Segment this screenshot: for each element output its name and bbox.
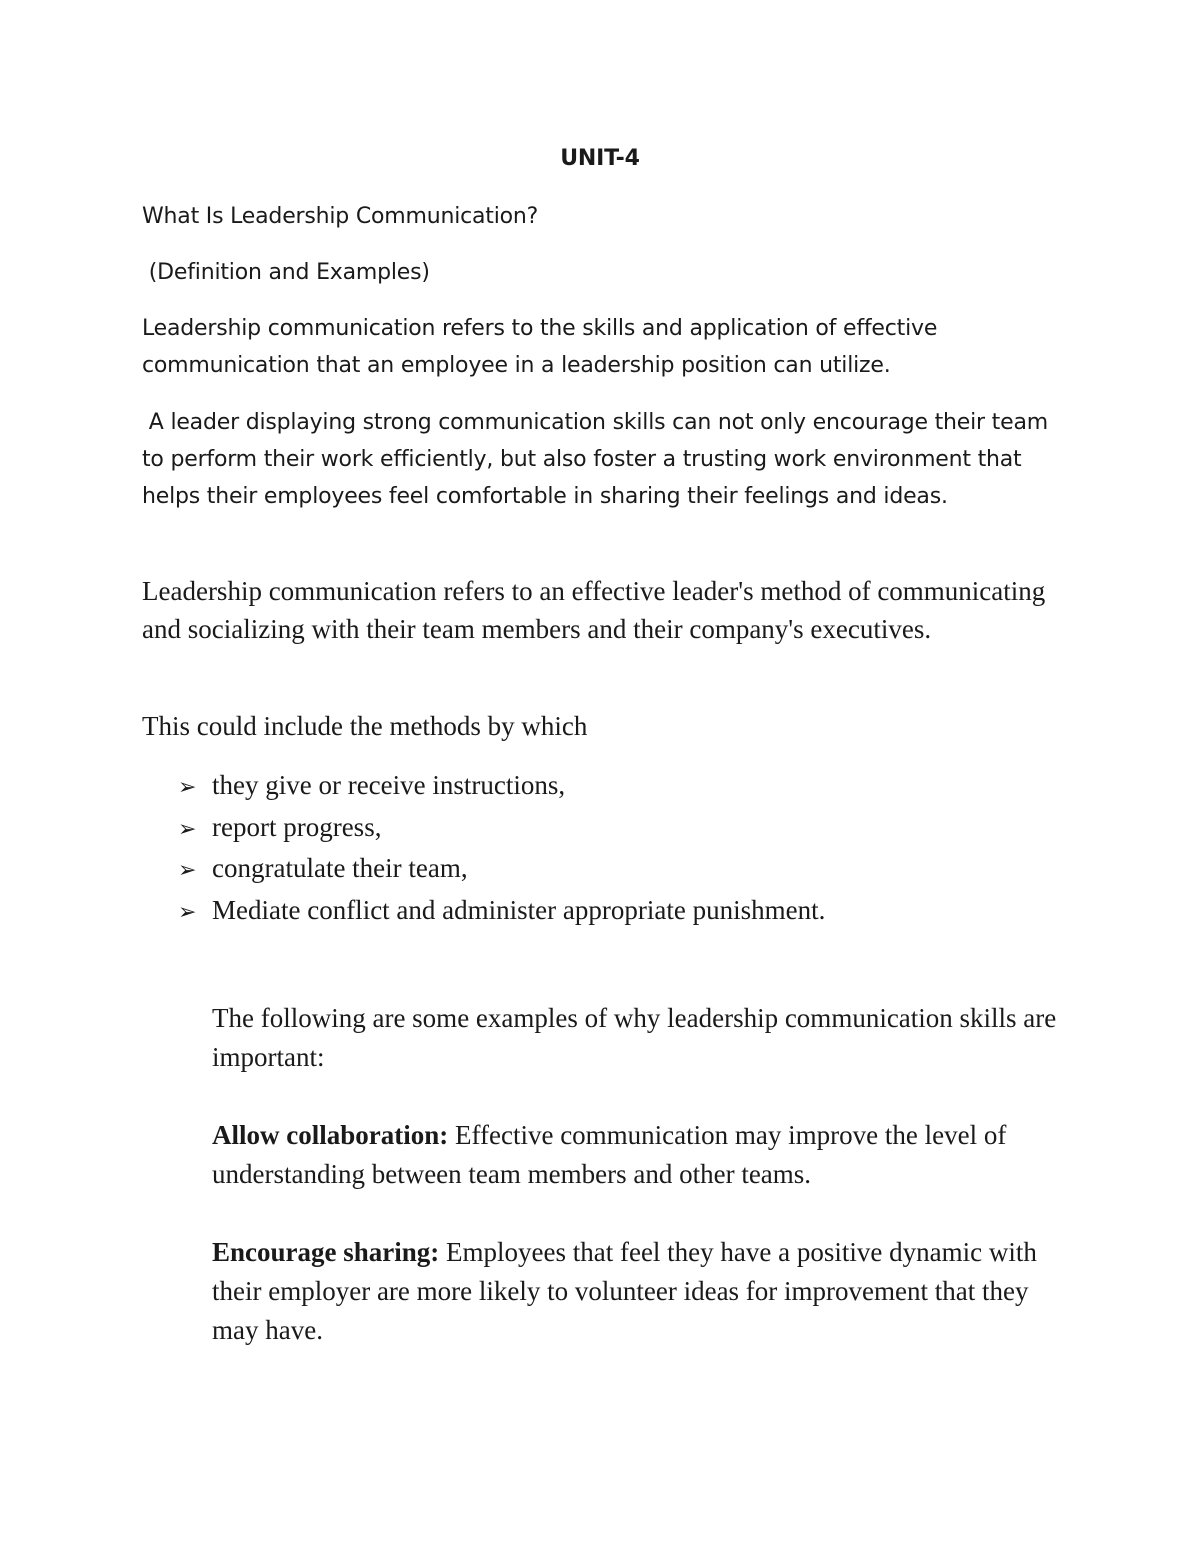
example-sharing xyxy=(212,1233,1072,1350)
arrow-bullet-icon: ➢ xyxy=(178,858,197,883)
section-subtitle: (Definition and Examples) xyxy=(142,260,430,285)
list-item xyxy=(178,891,1078,933)
list-item xyxy=(178,849,1078,891)
paragraph-leader-skills: A leader displaying strong communication skills can not only encourage their team to perform their work efficiently, but also foster a trusting work environment that helps their employees feel comfortable in sharing their feelings and ideas. xyxy=(142,410,1055,509)
arrow-bullet-icon: ➢ xyxy=(178,775,197,800)
section-heading: What Is Leadership Communication? xyxy=(142,204,539,229)
example-text: Employees that feel they have a positive dynamic with their employer are more likely to volunteer ideas for improvement that they may have. xyxy=(212,1237,1044,1345)
unit-title: UNIT-4 xyxy=(560,146,640,171)
list-item-text: Mediate conflict and administer appropriate punishment. xyxy=(212,894,826,925)
arrow-bullet-icon: ➢ xyxy=(178,899,197,925)
list-item xyxy=(178,766,1078,808)
list-item-text: congratulate their team, xyxy=(212,853,468,883)
paragraph-definition: Leadership communication refers to the skills and application of effective communication that an employee in a leadership position can utilize. xyxy=(142,316,938,378)
example-text: Effective communication may improve the level of understanding between team members and other teams. xyxy=(212,1120,1014,1189)
examples-intro: The following are some examples of why leadership communication skills are important: xyxy=(212,1003,1057,1072)
example-label: Encourage sharing: xyxy=(212,1237,440,1267)
example-label: Allow collaboration: xyxy=(212,1120,449,1150)
paragraph-leader-method: Leadership communication refers to an effective leader's method of communicating and socializing with their team members and their company's executives. xyxy=(142,576,1046,644)
list-item xyxy=(178,808,1078,850)
example-collaboration xyxy=(212,1116,1072,1194)
list-item-text: they give or receive instructions, xyxy=(212,770,566,800)
list-item-text: report progress, xyxy=(212,811,382,842)
arrow-bullet-icon: ➢ xyxy=(178,816,197,842)
paragraph-methods-intro: This could include the methods by which xyxy=(142,711,588,741)
methods-list xyxy=(178,766,1078,932)
